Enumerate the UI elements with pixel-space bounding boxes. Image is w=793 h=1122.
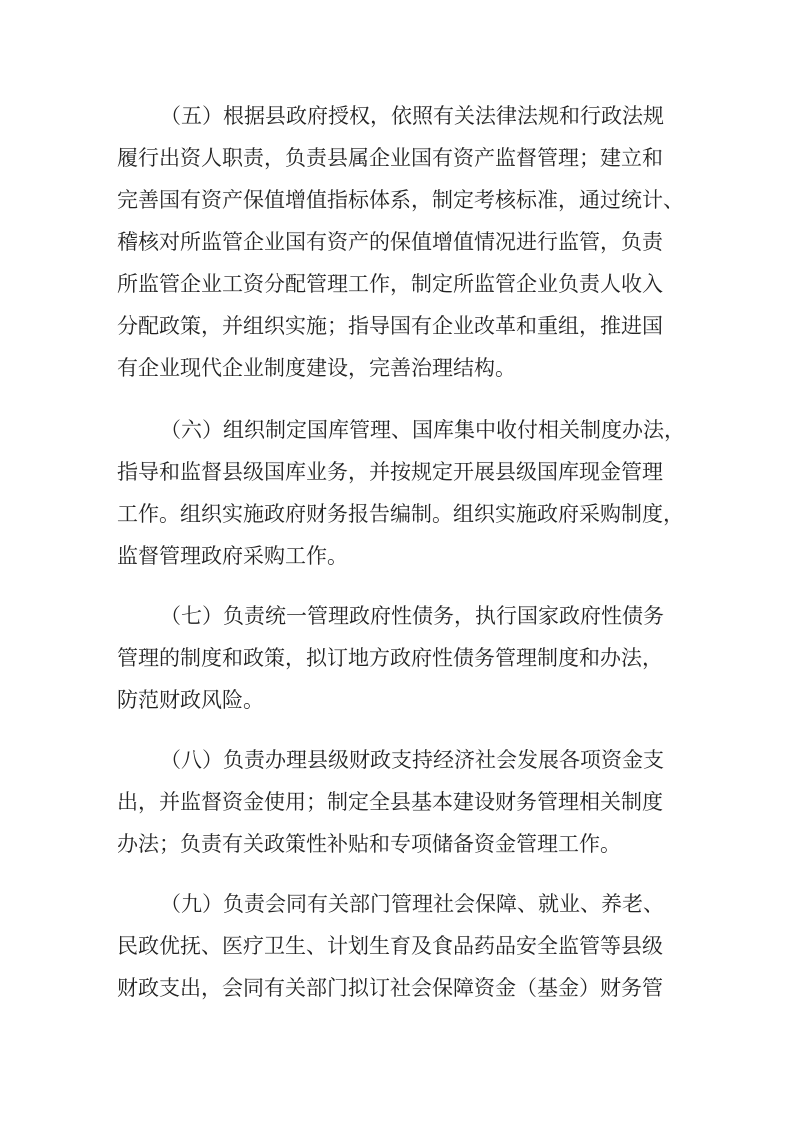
paragraph-line: （五）根据县政府授权，依照有关法律法规和行政法规 xyxy=(160,104,664,128)
paragraph-line: 工作。组织实施政府财务报告编制。组织实施政府采购制度， xyxy=(117,502,684,526)
paragraph-line: （七）负责统一管理政府性债务，执行国家政府性债务 xyxy=(160,604,664,628)
paragraph-line: （八）负责办理县级财政支持经济社会发展各项资金支 xyxy=(160,748,664,772)
paragraph-line: 指导和监督县级国库业务，并按规定开展县级国库现金管理 xyxy=(117,460,663,484)
paragraph-line: 管理的制度和政策，拟订地方政府性债务管理制度和办法， xyxy=(117,646,663,670)
paragraph-line: 民政优抚、医疗卫生、计划生育及食品药品安全监管等县级 xyxy=(117,934,663,958)
paragraph-line: 防范财政风险。 xyxy=(117,688,264,712)
paragraph-line: 履行出资人职责，负责县属企业国有资产监督管理；建立和 xyxy=(117,146,663,170)
paragraph-line: 财政支出，会同有关部门拟订社会保障资金（基金）财务管 xyxy=(117,976,663,1000)
paragraph-line: 办法；负责有关政策性补贴和专项储备资金管理工作。 xyxy=(117,832,621,856)
paragraph-line: 分配政策，并组织实施；指导国有企业改革和重组，推进国 xyxy=(117,314,663,338)
paragraph-line: （六）组织制定国库管理、国库集中收付相关制度办法， xyxy=(160,418,685,442)
paragraph-line: 出，并监督资金使用；制定全县基本建设财务管理相关制度 xyxy=(117,790,663,814)
paragraph-line: 有企业现代企业制度建设，完善治理结构。 xyxy=(117,356,516,380)
paragraph-line: （九）负责会同有关部门管理社会保障、就业、养老、 xyxy=(160,892,664,916)
paragraph-line: 所监管企业工资分配管理工作，制定所监管企业负责人收入 xyxy=(117,272,663,296)
paragraph-line: 稽核对所监管企业国有资产的保值增值情况进行监管，负责 xyxy=(117,230,663,254)
paragraph-line: 完善国有资产保值增值指标体系，制定考核标准，通过统计、 xyxy=(117,188,684,212)
paragraph-line: 监督管理政府采购工作。 xyxy=(117,544,348,568)
